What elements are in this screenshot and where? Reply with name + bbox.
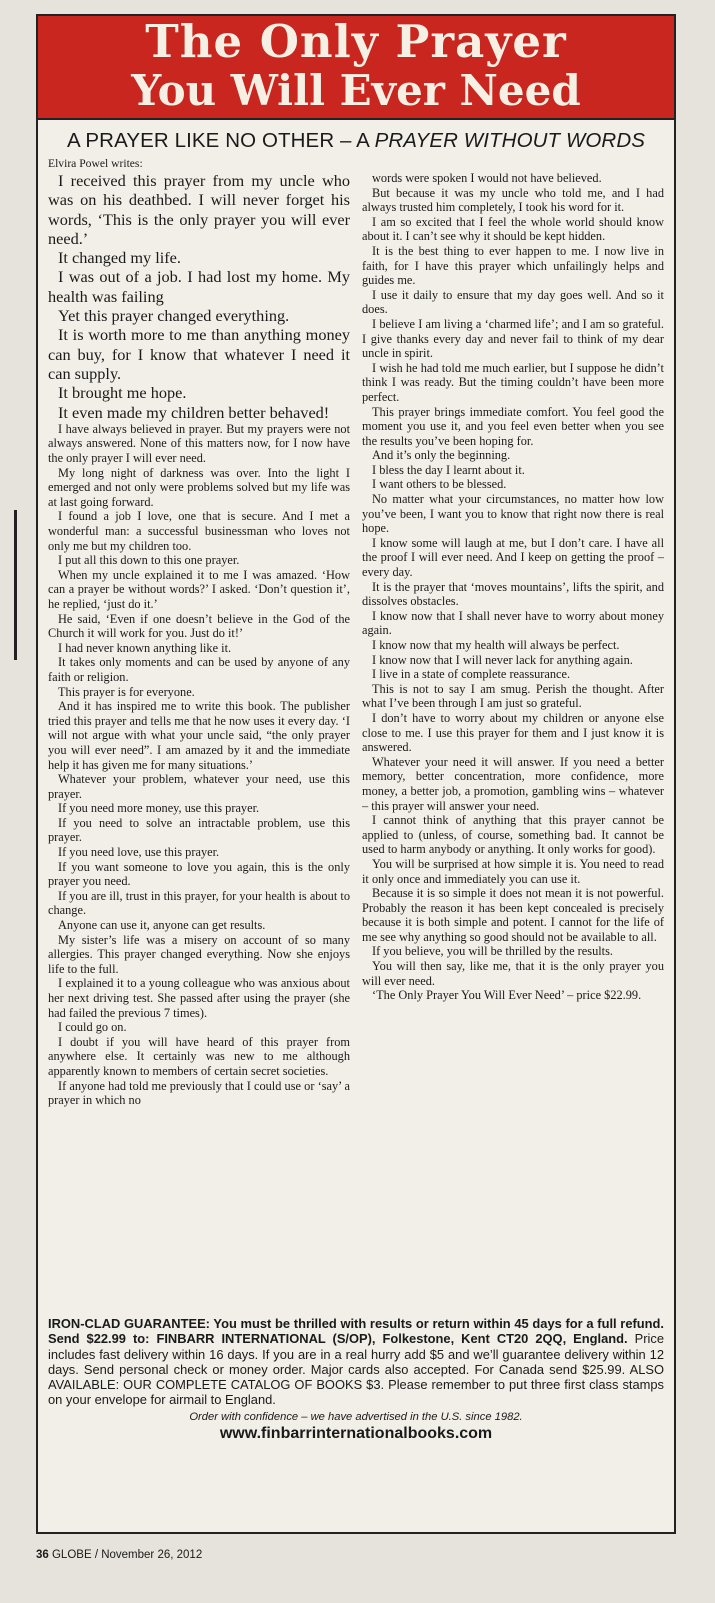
subheadline-part-2: PRAYER WITHOUT WORDS xyxy=(374,129,646,152)
paragraph: I had never known anything like it. xyxy=(58,640,232,655)
paragraph: Yet this prayer changed everything. xyxy=(58,306,290,326)
paragraph: Because it is so simple it does not mean it is not powerful. Probably the reason it has been kept concealed is precisely because it is both simple and potent. I cannot for the life of me see why anything so good should not be available to all. xyxy=(362,886,664,944)
paragraph: I cannot think of anything that this prayer cannot be applied to (unless, of course, something bad. It cannot be used to harm anybody or anything. It only works for good). xyxy=(362,813,664,857)
paragraph: It is the best thing to ever happen to me. I now live in faith, for I have this prayer which unfailingly helps and guides me. xyxy=(362,243,664,288)
paragraph: I could go on. xyxy=(58,1020,127,1035)
website-link[interactable]: www.finbarrinternationalbooks.com xyxy=(219,1424,493,1442)
paragraph: It is the prayer that ‘moves mountains’, lifts the spirit, and dissolves obstacles. xyxy=(362,579,664,609)
paragraph: I live in a state of complete reassurance. xyxy=(372,667,571,682)
paragraph: And it has inspired me to write this book. The publisher tried this prayer and tells me that he now uses it every day. ‘I will not argue with what your uncle said, “the only prayer you will ever need”. I am amazed by it and the immediate help it has given me for many situations.’ xyxy=(48,699,350,772)
paragraph: If you believe, you will be thrilled by the results. xyxy=(372,944,613,959)
paragraph: I found a job I love, one that is secure. And I met a wonderful man: a successful businessman who loves not only me but my children too. xyxy=(48,509,350,553)
paragraph: I doubt if you will have heard of this prayer from anywhere else. It certainly was new to me although apparently known to members of certain secret societies. xyxy=(48,1034,350,1078)
paragraph: I put all this down to this one prayer. xyxy=(58,553,240,568)
paragraph: I wish he had told me much earlier, but I suppose he didn’t think I was ready. But the timing couldn’t have been more perfect. xyxy=(362,360,664,404)
paragraph: If you need more money, use this prayer. xyxy=(58,801,260,816)
page-footer xyxy=(36,1549,202,1561)
byline: Elvira Powel writes: xyxy=(48,157,143,170)
paragraph: No matter what your circumstances, no matter how low you’ve been, I want you to know that right now there is real hope. xyxy=(362,492,664,536)
paragraph: I have always believed in prayer. But my prayers were not always answered. None of this matters now, for I now have the only prayer I will ever need. xyxy=(48,421,350,466)
paragraph: If anyone had told me previously that I could use or ‘say’ a prayer in which no xyxy=(48,1078,350,1108)
paragraph: You will then say, like me, that it is the only prayer you will ever need. xyxy=(362,959,664,988)
confidence-note: Order with confidence – we have advertised in the U.S. since 1982. xyxy=(189,1410,523,1423)
paragraph: Whatever your problem, whatever your need, use this prayer. xyxy=(48,772,350,801)
paragraph: I use it daily to ensure that my day goes well. And so it does. xyxy=(362,287,664,317)
right-column xyxy=(362,171,664,1316)
paragraph: But because it was my uncle who told me, and I had always trusted him completely, I took his word for it. xyxy=(362,185,664,215)
paragraph: When my uncle explained it to me I was amazed. ‘How can a prayer be without words?’ I asked. ‘Don’t question it’, he replied, ‘just do it.’ xyxy=(48,567,350,611)
paragraph: I am so excited that I feel the whole world should know about it. I can’t see why it should be kept hidden. xyxy=(362,214,664,244)
paragraph: I bless the day I learnt about it. xyxy=(372,462,525,477)
paragraph: It takes only moments and can be used by anyone of any faith or religion. xyxy=(48,655,350,684)
paragraph: ‘The Only Prayer You Will Ever Need’ – price $22.99. xyxy=(372,988,642,1003)
paragraph: He said, ‘Even if one doesn’t believe in the God of the Church it will work for you. Just do it!’ xyxy=(48,611,350,641)
paragraph: It changed my life. xyxy=(58,248,181,268)
paragraph: It is worth more to me than anything money can buy, for I know that whatever I need it can supply. xyxy=(48,325,350,383)
paragraph: I know some will laugh at me, but I don’t care. I have all the proof I will ever need. And I keep on getting the proof – every day. xyxy=(362,535,664,580)
publication-info: GLOBE / November 26, 2012 xyxy=(48,1549,203,1561)
left-column xyxy=(48,171,350,1316)
paragraph: I know now that I will never lack for anything again. xyxy=(372,652,633,667)
paragraph: If you are ill, trust in this prayer, for your health is about to change. xyxy=(48,888,350,918)
paragraph: This prayer brings immediate comfort. You feel good the moment you use it, and you feel even better when you see the results you’ve been hoping for. xyxy=(362,404,664,448)
paragraph: My sister’s life was a misery on account of so many allergies. This prayer changed everything. Now she enjoys life to the full. xyxy=(48,932,350,976)
paragraph: And it’s only the beginning. xyxy=(372,448,511,463)
headline-line-2: You Will Ever Need xyxy=(131,66,581,115)
paragraph: I was out of a job. I had lost my home. My health was failing xyxy=(48,267,350,306)
paragraph: I know now that my health will always be perfect. xyxy=(372,638,620,652)
paragraph: Anyone can use it, anyone can get results. xyxy=(58,918,266,933)
guarantee-details: Price includes fast delivery within 16 days. If you are in a real hurry add $5 and we’ll guarantee delivery within 12 days. Send personal check or money order. Major cards also accepted. For Canada send $25.99. ALSO AVAILABLE: OUR COMPLETE CATALOG OF BOOKS $3. Please remember to put three first class stamps on your envelope for airmail to England. xyxy=(48,1331,664,1408)
paragraph: This prayer is for everyone. xyxy=(58,684,195,699)
paragraph: I don’t have to worry about my children or anyone else close to me. I use this prayer for them and I just know it is answered. xyxy=(362,710,664,755)
article-body xyxy=(38,171,674,1316)
paragraph: I received this prayer from my uncle who was on his deathbed. I will never forget his words, ‘This is the only prayer you will ever need.’ xyxy=(48,171,350,248)
paragraph: I believe I am living a ‘charmed life’; and I am so grateful. I give thanks every day and never fail to think of my dear uncle in spirit. xyxy=(362,316,664,361)
page-edge-mark xyxy=(14,510,17,660)
advertisement xyxy=(36,14,676,1534)
paragraph: I want others to be blessed. xyxy=(372,477,507,492)
paragraph: You will be surprised at how simple it is. You need to read it only once and immediately you can use it. xyxy=(362,856,664,886)
paragraph: If you want someone to love you again, this is the only prayer you need. xyxy=(48,859,350,889)
paragraph: I know now that I shall never have to worry about money again. xyxy=(362,608,664,638)
paragraph: If you need love, use this prayer. xyxy=(58,845,220,860)
left-body-paragraphs xyxy=(48,422,350,1108)
paragraph: It brought me hope. xyxy=(58,383,187,403)
paragraph: It even made my children better behaved! xyxy=(58,402,330,422)
lead-paragraphs xyxy=(48,171,350,422)
subheadline-part-1: A PRAYER LIKE NO OTHER – A xyxy=(66,129,375,152)
paragraph: I explained it to a young colleague who was anxious about her next driving test. She passed after using the prayer (she had failed the previous 7 times). xyxy=(48,976,350,1020)
paragraph: Whatever your need it will answer. If you need a better memory, better concentration, more confidence, more money, a better job, a promotion, gambling wins – whatever – this prayer will answer your need. xyxy=(362,754,664,813)
guarantee-bold: IRON-CLAD GUARANTEE: You must be thrilled with results or return within 45 days for a full refund. Send $22.99 to: FINBARR INTERNATIONAL (S/OP), Folkestone, Kent CT20 2QQ, England. xyxy=(48,1316,664,1347)
subheadline xyxy=(38,127,674,155)
page-number: 36 xyxy=(36,1549,49,1561)
headline-banner xyxy=(38,16,674,120)
paragraph: words were spoken I would not have believed. xyxy=(372,171,602,185)
paragraph: This is not to say I am smug. Perish the thought. After what I’ve been through I am just so grateful. xyxy=(362,681,664,711)
headline-line-1: The Only Prayer xyxy=(145,15,567,68)
paragraph: My long night of darkness was over. Into the light I emerged and not only were problems solved but my life was at last going forward. xyxy=(48,465,350,509)
paragraph: If you need to solve an intractable problem, use this prayer. xyxy=(48,815,350,845)
guarantee-block xyxy=(48,1316,664,1408)
